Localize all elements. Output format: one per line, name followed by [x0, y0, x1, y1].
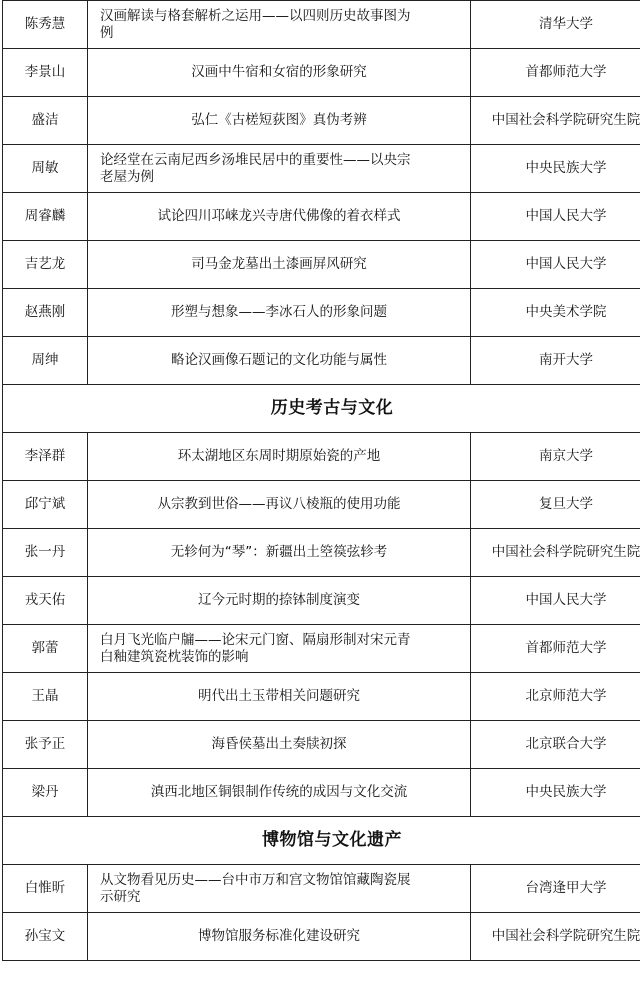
- table-body: [3, 1, 640, 961]
- author-name-cell: 周敏: [3, 145, 88, 193]
- paper-title-line: 滇西北地区铜银制作传统的成因与文化交流: [150, 784, 408, 800]
- paper-title-cell: [88, 529, 471, 577]
- author-name-cell: 邱宁斌: [3, 481, 88, 529]
- institution-cell: 南京大学: [471, 433, 640, 481]
- author-name-cell: 陈秀慧: [3, 1, 88, 49]
- paper-title-cell: [88, 625, 471, 673]
- paper-title-line: 环太湖地区东周时期原始瓷的产地: [177, 448, 381, 464]
- paper-title-line: 形塑与想象——李冰石人的形象问题: [171, 304, 387, 320]
- paper-title-line: 辽今元时期的捺钵制度演变: [198, 592, 360, 608]
- institution-cell: 中国社会科学院研究生院: [471, 529, 640, 577]
- table-row: [3, 97, 640, 145]
- table-row: [3, 769, 640, 817]
- paper-title-line: 白月飞光临户牖——论宋元门窗、隔扇形制对宋元青: [100, 631, 411, 648]
- table-row: [3, 625, 640, 673]
- paper-title-cell: [88, 673, 471, 721]
- author-name-cell: 赵燕刚: [3, 289, 88, 337]
- table-row: [3, 337, 640, 385]
- author-name-cell: 周睿麟: [3, 193, 88, 241]
- author-name-cell: 孙宝文: [3, 913, 88, 961]
- paper-title-line: 海昏侯墓出土奏牍初探: [211, 736, 347, 752]
- institution-cell: 中国人民大学: [471, 577, 640, 625]
- paper-title-cell: [88, 49, 471, 97]
- institution-cell: 北京师范大学: [471, 673, 640, 721]
- paper-title-line: 明代出土玉带相关问题研究: [198, 688, 360, 704]
- paper-title-line: 弘仁《古槎短荻图》真伪考辨: [191, 112, 367, 128]
- institution-cell: 中央民族大学: [471, 145, 640, 193]
- table-row: [3, 145, 640, 193]
- paper-title-line: 试论四川邛崃龙兴寺唐代佛像的着衣样式: [157, 208, 401, 224]
- paper-title-line: 白釉建筑瓷枕装饰的影响: [100, 648, 249, 665]
- paper-title-line: 博物馆服务标准化建设研究: [198, 928, 360, 944]
- table-row: [3, 433, 640, 481]
- table-row: [3, 673, 640, 721]
- paper-title-cell: [88, 481, 471, 529]
- institution-cell: 中国人民大学: [471, 241, 640, 289]
- paper-title-line: 无轸何为“琴”：新疆出土箜篌弦轸考: [170, 544, 388, 560]
- paper-title-cell: [88, 337, 471, 385]
- paper-title-cell: [88, 769, 471, 817]
- author-name-cell: 白惟昕: [3, 865, 88, 913]
- paper-title-cell: [88, 865, 471, 913]
- author-name-cell: 戎天佑: [3, 577, 88, 625]
- table-row: [3, 49, 640, 97]
- table-row: [3, 721, 640, 769]
- institution-cell: 中央民族大学: [471, 769, 640, 817]
- paper-title-cell: [88, 433, 471, 481]
- institution-cell: 首都师范大学: [471, 625, 640, 673]
- paper-title-cell: [88, 97, 471, 145]
- table-row: [3, 241, 640, 289]
- section-title: 历史考古与文化: [3, 385, 640, 433]
- institution-cell: 清华大学: [471, 1, 640, 49]
- institution-cell: 复旦大学: [471, 481, 640, 529]
- author-name-cell: 周绅: [3, 337, 88, 385]
- institution-cell: 中国社会科学院研究生院: [471, 913, 640, 961]
- author-name-cell: 郭蕾: [3, 625, 88, 673]
- paper-title-cell: [88, 241, 471, 289]
- section-museum-heritage: [3, 817, 640, 865]
- institution-cell: 台湾逢甲大学: [471, 865, 640, 913]
- author-name-cell: 张予正: [3, 721, 88, 769]
- paper-title-cell: [88, 193, 471, 241]
- paper-title-cell: [88, 913, 471, 961]
- table-row: [3, 913, 640, 961]
- paper-title-line: 司马金龙墓出土漆画屏风研究: [191, 256, 367, 272]
- author-name-cell: 吉艺龙: [3, 241, 88, 289]
- paper-title-line: 汉画解读与格套解析之运用——以四则历史故事图为: [100, 7, 411, 24]
- paper-title-cell: [88, 289, 471, 337]
- institution-cell: 中央美术学院: [471, 289, 640, 337]
- table-row: [3, 1, 640, 49]
- table-row: [3, 289, 640, 337]
- author-name-cell: 王晶: [3, 673, 88, 721]
- institution-cell: 中国社会科学院研究生院: [471, 97, 640, 145]
- paper-title-line: 汉画中牛宿和女宿的形象研究: [191, 64, 367, 80]
- paper-title-cell: [88, 577, 471, 625]
- paper-title-line: 老屋为例: [100, 168, 154, 185]
- paper-title-line: 从宗教到世俗——再议八棱瓶的使用功能: [157, 496, 401, 512]
- table-row: [3, 529, 640, 577]
- institution-cell: 中国人民大学: [471, 193, 640, 241]
- paper-title-cell: [88, 1, 471, 49]
- paper-title-line: 从文物看见历史——台中市万和宫文物馆馆藏陶瓷展: [100, 871, 411, 888]
- table-row: [3, 193, 640, 241]
- paper-title-line: 示研究: [100, 888, 141, 905]
- author-name-cell: 李景山: [3, 49, 88, 97]
- institution-cell: 北京联合大学: [471, 721, 640, 769]
- section-title: 博物馆与文化遗产: [3, 817, 640, 865]
- paper-title-line: 略论汉画像石题记的文化功能与属性: [171, 352, 387, 368]
- author-name-cell: 梁丹: [3, 769, 88, 817]
- paper-title-cell: [88, 721, 471, 769]
- institution-cell: 南开大学: [471, 337, 640, 385]
- author-name-cell: 张一丹: [3, 529, 88, 577]
- table-row: [3, 481, 640, 529]
- author-name-cell: 李泽群: [3, 433, 88, 481]
- institution-cell: 首都师范大学: [471, 49, 640, 97]
- table-row: [3, 865, 640, 913]
- author-name-cell: 盛洁: [3, 97, 88, 145]
- section-history-archaeology: [3, 385, 640, 433]
- table-row: [3, 577, 640, 625]
- paper-title-line: 论经堂在云南尼西乡汤堆民居中的重要性——以央宗: [100, 151, 411, 168]
- paper-title-line: 例: [100, 24, 114, 41]
- paper-list-table: [2, 0, 640, 961]
- paper-title-cell: [88, 145, 471, 193]
